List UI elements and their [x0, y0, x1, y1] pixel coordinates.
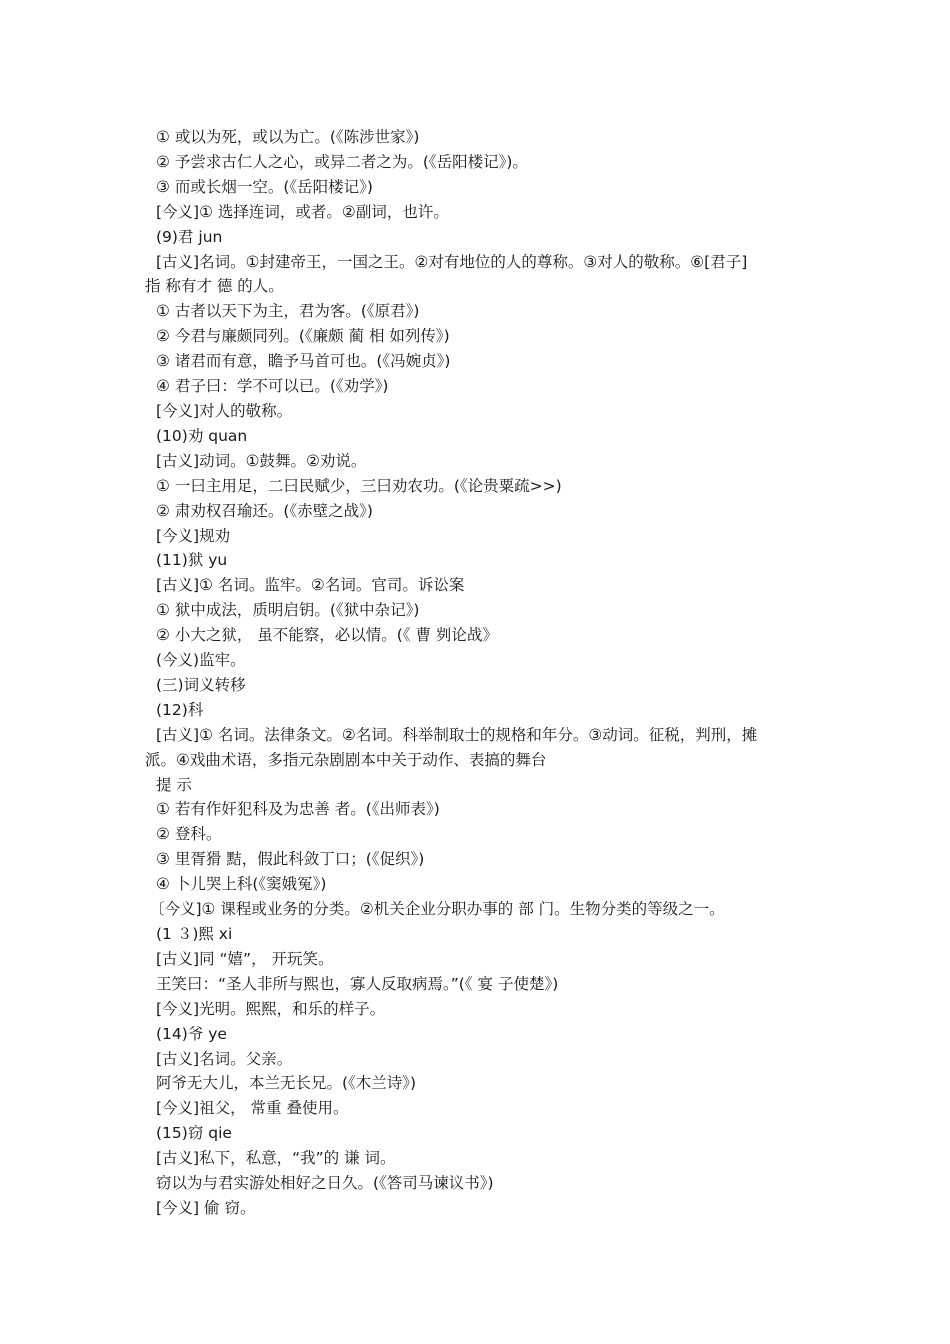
text-line: ④ 君子曰：学不可以已。(《劝学》) — [156, 377, 389, 396]
text-line: [古义]名词。父亲。 — [156, 1049, 293, 1068]
section-heading: (11)狱 yu — [156, 551, 228, 570]
text-line: ② 予尝求古仁人之心，或异二者之为。(《岳阳楼记》)。 — [156, 152, 528, 171]
text-line: [古义]动词。①鼓舞。②劝说。 — [156, 451, 367, 470]
text-line: ① 或以为死，或以为亡。(《陈涉世家》) — [156, 128, 420, 146]
text-line: [古义]同 “嬉”， 开玩笑。 — [156, 949, 334, 968]
text-line: [古义]私下，私意，“我”的 谦 词。 — [156, 1149, 396, 1168]
text-line: 提 示 — [156, 775, 192, 794]
text-line: ① 若有作奸犯科及为忠善 者。(《出师表》) — [156, 800, 440, 819]
text-line: 王笑曰：“圣人非所与熙也，寡人反取病焉。”(《 宴 子使楚》) — [156, 974, 559, 993]
section-heading: (14)爷 ye — [156, 1024, 227, 1043]
section-heading: (12)科 — [156, 700, 204, 719]
text-line: ① 一曰主用足，二曰民赋少，三曰劝农功。(《论贵粟疏>>) — [156, 476, 562, 495]
text-line: 指 称有才 德 的人。 — [145, 277, 284, 296]
text-line: [今义]祖父， 常重 叠使用。 — [156, 1099, 349, 1118]
text-line: [古义]名词。①封建帝王，一国之王。②对有地位的人的尊称。③对人的敬称。⑥[君子] — [156, 252, 748, 271]
text-line: [今义]对人的敬称。 — [156, 401, 293, 420]
text-line: [今义]光明。熙熙，和乐的样子。 — [156, 999, 386, 1018]
text-line: ③ 里胥猾 黠，假此科敛丁口；(《促织》) — [156, 850, 425, 869]
section-heading: (15)窃 qie — [156, 1124, 232, 1143]
text-line: 阿爷无大儿，本兰无长兄。(《木兰诗》) — [156, 1074, 417, 1093]
text-line: [古义]① 名词。法律条文。②名词。科举制取士的规格和年分。③动词。征税，判刑，摊 — [156, 725, 758, 744]
text-line: ① 狱中成法，质明启钥。(《狱中杂记》) — [156, 601, 420, 620]
text-line: ② 今君与廉颇同列。(《廉颇 蔺 相 如列传》) — [156, 327, 450, 346]
text-line: ② 肃劝权召瑜还。(《赤壁之战》) — [156, 501, 373, 520]
text-line: ③ 诸君而有意，瞻予马首可也。(《冯婉贞》) — [156, 352, 451, 371]
text-line: (今义)监牢。 — [156, 651, 246, 670]
text-line: ④ 卜儿哭上科(《窦娥冤》) — [156, 875, 327, 894]
text-line: [今义] 偷 窃。 — [156, 1198, 256, 1217]
text-line: 窃以为与君实游处相好之日久。(《答司马谏议书》) — [156, 1174, 494, 1193]
text-line: [今义]规劝 — [156, 526, 231, 545]
text-line: 〔今义]① 课程或业务的分类。②机关企业分职办事的 部 门。生物分类的等级之一。 — [149, 900, 725, 919]
document-body — [145, 125, 810, 1221]
text-line: 派。④戏曲术语，多指元杂剧剧本中关于动作、表搞的舞台 — [145, 750, 547, 769]
text-line: [今义]① 选择连词，或者。②副词，也许。 — [156, 202, 449, 221]
section-heading: (9)君 jun — [156, 227, 223, 246]
text-line: ② 小大之狱， 虽不能察，必以情。(《 曹 刿论战》 — [156, 626, 498, 645]
section-heading: (三)词义转移 — [156, 675, 246, 694]
section-heading: (10)劝 quan — [156, 426, 248, 445]
text-line: ① 古者以天下为主，君为客。(《原君》) — [156, 302, 420, 321]
text-line: ② 登科。 — [156, 825, 222, 844]
text-line: ③ 而或长烟一空。(《岳阳楼记》) — [156, 177, 373, 196]
text-line: [古义]① 名词。监牢。②名词。官司。诉讼案 — [156, 576, 465, 595]
section-heading: (1 ３)熙 xi — [156, 925, 233, 943]
